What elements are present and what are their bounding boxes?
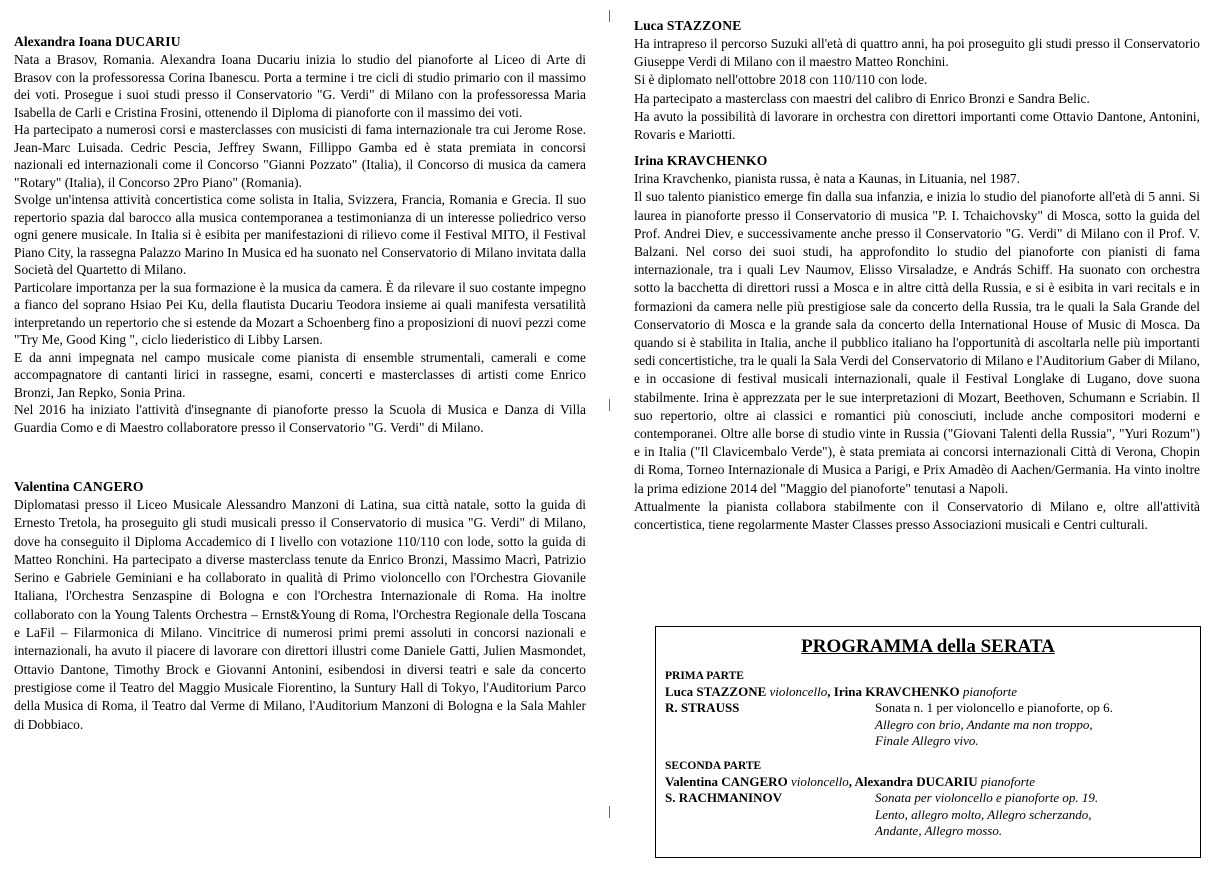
bio-paragraph: Ha intrapreso il percorso Suzuki all'età di quattro anni, ha poi proseguito gli studi presso il Conservatorio Giuseppe Verdi di Milano con il maestro Matteo Ronchini. bbox=[634, 36, 1200, 70]
program-row bbox=[665, 790, 1200, 806]
performer-name: Irina KRAVCHENKO bbox=[833, 684, 960, 700]
bio-paragraph: Ha avuto la possibilità di lavorare in orchestra con direttori importanti come Ottavio Dantone, Antonini, Rovaris e Mariotti. bbox=[634, 108, 1200, 143]
movement-line: Allegro con brio, Andante ma non troppo, bbox=[875, 716, 1093, 732]
bio-first-name: Luca bbox=[634, 18, 664, 33]
bio-text bbox=[634, 170, 1200, 534]
bio-first-name: Alexandra Ioana bbox=[14, 34, 112, 49]
program-row bbox=[665, 700, 1200, 716]
performers-line: Luca STAZZONE violoncello, Irina KRAVCHENKO pianoforte bbox=[665, 684, 1018, 700]
bio-first-name: Valentina bbox=[14, 479, 70, 494]
performer-instrument: violoncello bbox=[769, 684, 828, 700]
bio-paragraph: Attualmente la pianista collabora stabilmente con il Conservatorio di Milano e, oltre all'attività concertistica, tiene regolarmente Master Classes presso Associazioni musicali e Centri culturali. bbox=[634, 498, 1200, 533]
right-column bbox=[634, 17, 1200, 540]
performer-instrument: pianoforte bbox=[962, 684, 1018, 700]
bio-paragraph: Diplomatasi presso il Liceo Musicale Alessandro Manzoni di Latina, sua città natale, sotto la guida di Ernesto Tretola, ha proseguito gli studi musicali presso il Conservatorio di musica "G. Verdi" di Milano, dove ha conseguito il Diploma Accademico di I livello con votazione 110/110 con lode, sotto la guida di Matteo Ronchini. Ha partecipato a diverse masterclass tenute da Enrico Bronzi, Massimo Macrì, Patrizio Serino e Gabriele Geminiani e ha collaborato in qualità di Primo violoncello con l'Orchestra Giovanile Italiana, l'Orchestra Senzaspine di Bologna e con l'Orchestra Internazionale di Roma. Ha inoltre collaborato con la Young Talents Orchestra – Ernst&Young di Roma, l'Orchestra Regionale della Toscana e LaFil – Filarmonica di Milano. Vincitrice di numerosi primi premi assoluti in concorsi nazionali e internazionali, ha avuto il piacere di lavorare con direttori illustri come Daniele Gatti, Julien Masmondet, Ottavio Dantone, Timothy Brock e Giovanni Antonini, esibendosi in diversi teatri e sale da concerto prestigiose come il Teatro del Maggio Musicale Fiorentino, la Suntury Hall di Tokyo, l'Auditorium Parco della Musica di Roma, il Teatro dal Verme di Milano, l'Auditorium Manzoni di Bologna e la Sala Mahler di Dobbiaco. bbox=[14, 497, 586, 732]
bio-surname: KRAVCHENKO bbox=[666, 153, 768, 169]
bio-paragraph: E da anni impegnata nel campo musicale come pianista di ensemble strumentali, camerali e come accompagnatore di cantanti lirici in rassegne, esami, concerti e masterclasses di artisti come Enrico Bronzi, Jan Repko, Sonia Prina. bbox=[14, 349, 586, 400]
fold-mark bbox=[609, 806, 610, 818]
fold-mark bbox=[609, 399, 610, 411]
work-title: Sonata per violoncello e pianoforte op. 19. bbox=[875, 790, 1099, 806]
programma-body bbox=[656, 668, 1200, 839]
bio-heading bbox=[634, 17, 1200, 35]
movement-line: Andante, Allegro mosso. bbox=[875, 822, 1003, 838]
bio-ducariu bbox=[14, 33, 586, 436]
work-title: Sonata n. 1 per violoncello e pianoforte, op 6. bbox=[875, 700, 1113, 716]
bio-paragraph: Si è diplomato nell'ottobre 2018 con 110/110 con lode. bbox=[634, 72, 928, 88]
bio-paragraph: Ha partecipato a numerosi corsi e masterclasses con musicisti di fama internazionale tra cui Jerome Rose. Jean-Marc Luisada. Cedric Pescia, Jeffrey Swann, Fillippo Gamba ed è stata premiata in concorsi nazionali ed internazionali come il Concorso "Gianni Pozzato" (Italia), il Concorso di musica da camera "Rotary" (Italia), il Concorso 2Pro Piano" (Romania). bbox=[14, 122, 586, 190]
performer-instrument: pianoforte bbox=[980, 774, 1036, 790]
composer-name: R. STRAUSS bbox=[665, 700, 740, 716]
bio-heading bbox=[14, 33, 586, 51]
bio-surname: CANGERO bbox=[72, 479, 144, 494]
programma-box bbox=[655, 626, 1201, 858]
bio-cangero bbox=[14, 478, 586, 734]
bio-paragraph: Svolge un'intensa attività concertistica come solista in Italia, Svizzera, Francia, Romania e Grecia. Il suo repertorio spazia dal barocco alla musica contemporanea a testimonianza di un interesse poliedrico verso ogni genere musicale. In Italia si è esibita per manifestazioni di rilievo come il Festival MITO, il Festival Piano City, la rassegna Palazzo Marino In Musica ed ha suonato nel Conservatorio di Milano invitata dalla Società del Quartetto di Milano. bbox=[14, 192, 586, 277]
movement-line: Lento, allegro molto, Allegro scherzando, bbox=[875, 806, 1092, 822]
bio-paragraph: Particolare importanza per la sua formazione è la musica da camera. È da rilevare il suo costante impegno a fianco del soprano Hsiao Pei Ku, della flautista Ducariu Teodora insieme ai quali manifesta versatilità interpretando un repertorio che si estende da Mozart a Schoenberg fino a proposizioni di nuovi pezzi come "Try Me, Good King ", ciclo liederistico di Libby Larsen. bbox=[14, 279, 586, 347]
movement-line: Finale Allegro vivo. bbox=[875, 732, 979, 748]
composer-name: S. RACHMANINOV bbox=[665, 790, 782, 806]
bio-stazzone bbox=[634, 17, 1200, 144]
left-column bbox=[14, 33, 586, 740]
part-label: PRIMA PARTE bbox=[665, 670, 744, 682]
performer-name: Valentina CANGERO bbox=[665, 774, 788, 790]
bio-text bbox=[14, 51, 586, 436]
bio-paragraph: Nata a Brasov, Romania. Alexandra Ioana Ducariu inizia lo studio del pianoforte al Liceo di Arte di Brasov con la professoressa Corina Ibanescu. Porta a termine i tre cicli di studio primario con il massimo dei voti. Prosegue i suoi studi presso il Conservatorio "G. Verdi" di Milano con la professoressa Maria Isabella de Carli e Cristina Frosini, ottenendo il Diploma di pianoforte con il massimo dei voti. bbox=[14, 52, 586, 120]
bio-text bbox=[634, 35, 1200, 144]
fold-mark bbox=[609, 10, 610, 22]
performer-name: Luca STAZZONE bbox=[665, 684, 767, 700]
performer-instrument: violoncello bbox=[790, 774, 849, 790]
bio-first-name: Irina bbox=[634, 153, 664, 169]
bio-surname: DUCARIU bbox=[115, 34, 181, 49]
bio-text bbox=[14, 496, 586, 734]
bio-heading bbox=[634, 152, 1200, 170]
part-label: SECONDA PARTE bbox=[665, 760, 762, 773]
bio-surname: STAZZONE bbox=[666, 18, 742, 33]
bio-paragraph: Ha partecipato a masterclass con maestri del calibro di Enrico Bronzi e Sandra Belic. bbox=[634, 90, 1090, 106]
bio-heading bbox=[14, 478, 586, 496]
performers-line: Valentina CANGERO violoncello, Alexandra DUCARIU pianoforte bbox=[665, 774, 1036, 790]
bio-paragraph: Irina Kravchenko, pianista russa, è nata a Kaunas, in Lituania, nel 1987. bbox=[634, 171, 1020, 187]
bio-paragraph: Nel 2016 ha iniziato l'attività d'insegnante di pianoforte presso la Scuola di Musica e Danza di Villa Guardia Como e di Maestro collaboratore presso il Conservatorio "G. Verdi" di Milano. bbox=[14, 402, 586, 435]
programma-title: PROGRAMMA della SERATA bbox=[801, 636, 1055, 657]
performer-name: Alexandra DUCARIU bbox=[854, 774, 978, 790]
bio-paragraph: Il suo talento pianistico emerge fin dalla sua infanzia, e inizia lo studio del pianoforte all'età di 5 anni. Si laurea in pianoforte presso il Conservatorio di musica "P. I. Tchaichovsky" di Mosca, sotto la guida del Prof. Andrei Diev, e successivamente anche presso il Conservatorio "G. Verdi" di Milano con il Prof. V. Balzani. Nel corso dei suoi studi, ha approfondito lo studio del pianoforte con pianisti di fama internazionale, tra i quali Lev Naumov, Elisso Virsaladze, e András Schiff. Ha suonato con orchestra sotto la bacchetta di direttori russi a Mosca e in altre città della Russia, e si è esibita in vari recitals e in formazioni da camera nelle più prestigiose sale da concerto della Russia, tra le quali la Sala Grande del Conservatorio di Mosca e la grande sala da concerto della International House of Music di Mosca. Da quando si è stabilita in Italia, anche il pubblico italiano ha l'opportunità di ascoltarla nelle più importanti sedi concertistiche, tra le quali la Sala Verdi del Conservatorio di Milano e l'Auditorium Gaber di Milano, e in occasione di festival musicali internazionali, quale il Festival Longlake di Lugano, dove suona stabilmente. Irina è apprezzata per le sue interpretazioni di Mozart, Beethoven, Schumann e Scriabin. Il suo repertorio, oltre ai classici e romantici più conosciuti, include anche compositori moderni e contemporanei. Oltre alle borse di studio vinte in Russia ("Giovani Talenti della Russia", "Yuri Rozum") e in Italia ("Il Clavicembalo Verde"), è stata premiata ai concorsi internazionali Città di Verona, Chopin di Roma, Torneo Internazionale di Musica a Parigi, e Prix Amadèo di Aachen/Germania. Ha vinto inoltre la prima edizione 2014 del "Maggio del pianoforte" tenutasi a Napoli. bbox=[634, 189, 1200, 496]
bio-kravchenko bbox=[634, 152, 1200, 534]
